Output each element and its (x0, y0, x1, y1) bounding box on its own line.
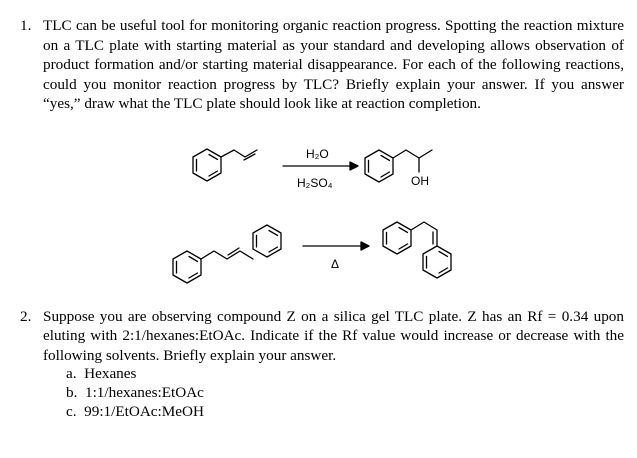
question-2-number: 2. (20, 308, 32, 325)
option-c-text: 99:1/EtOAc:MeOH (84, 403, 204, 420)
reagent-top: H₂O (306, 147, 329, 161)
option-c (66, 402, 204, 421)
option-a (66, 364, 136, 383)
reaction-2-product (383, 222, 451, 278)
reaction-2-arrow (303, 242, 369, 250)
question-1-text: TLC can be useful tool for monitoring organic reaction progress. Spotting the reaction mixture on a TLC plate with starting material as your standard and developing allows observation of product formation and/or starting material disappearance. For each of the following reactions, could you monitor reaction progress by TLC? Briefly explain your answer. If you answer “yes,” draw what the TLC plate should look like at reaction completion. (43, 17, 624, 113)
allylbenzene-structure (193, 149, 257, 181)
option-c-letter: c. (66, 403, 77, 420)
option-b-letter: b. (66, 384, 78, 401)
option-a-letter: a. (66, 365, 77, 382)
reaction-1-arrow (283, 162, 358, 170)
reagent-bottom: H₂SO₄ (297, 176, 333, 190)
hydroxyl-label: OH (411, 174, 429, 188)
question-2-text: Suppose you are observing compound Z on a silica gel TLC plate. Z has an Rf = 0.34 upon eluting with 2:1/hexanes:EtOAc. Indicate if the Rf value would increase or decrease with the following solvents. Briefly explain your answer. (43, 308, 624, 364)
reaction-2-starting-material (173, 225, 281, 283)
option-b (66, 383, 204, 402)
option-b-text: 1:1/hexanes:EtOAc (84, 384, 204, 401)
question-1-number: 1. (20, 17, 32, 34)
heat-label: Δ (331, 257, 340, 271)
option-a-text: Hexanes (84, 365, 137, 382)
